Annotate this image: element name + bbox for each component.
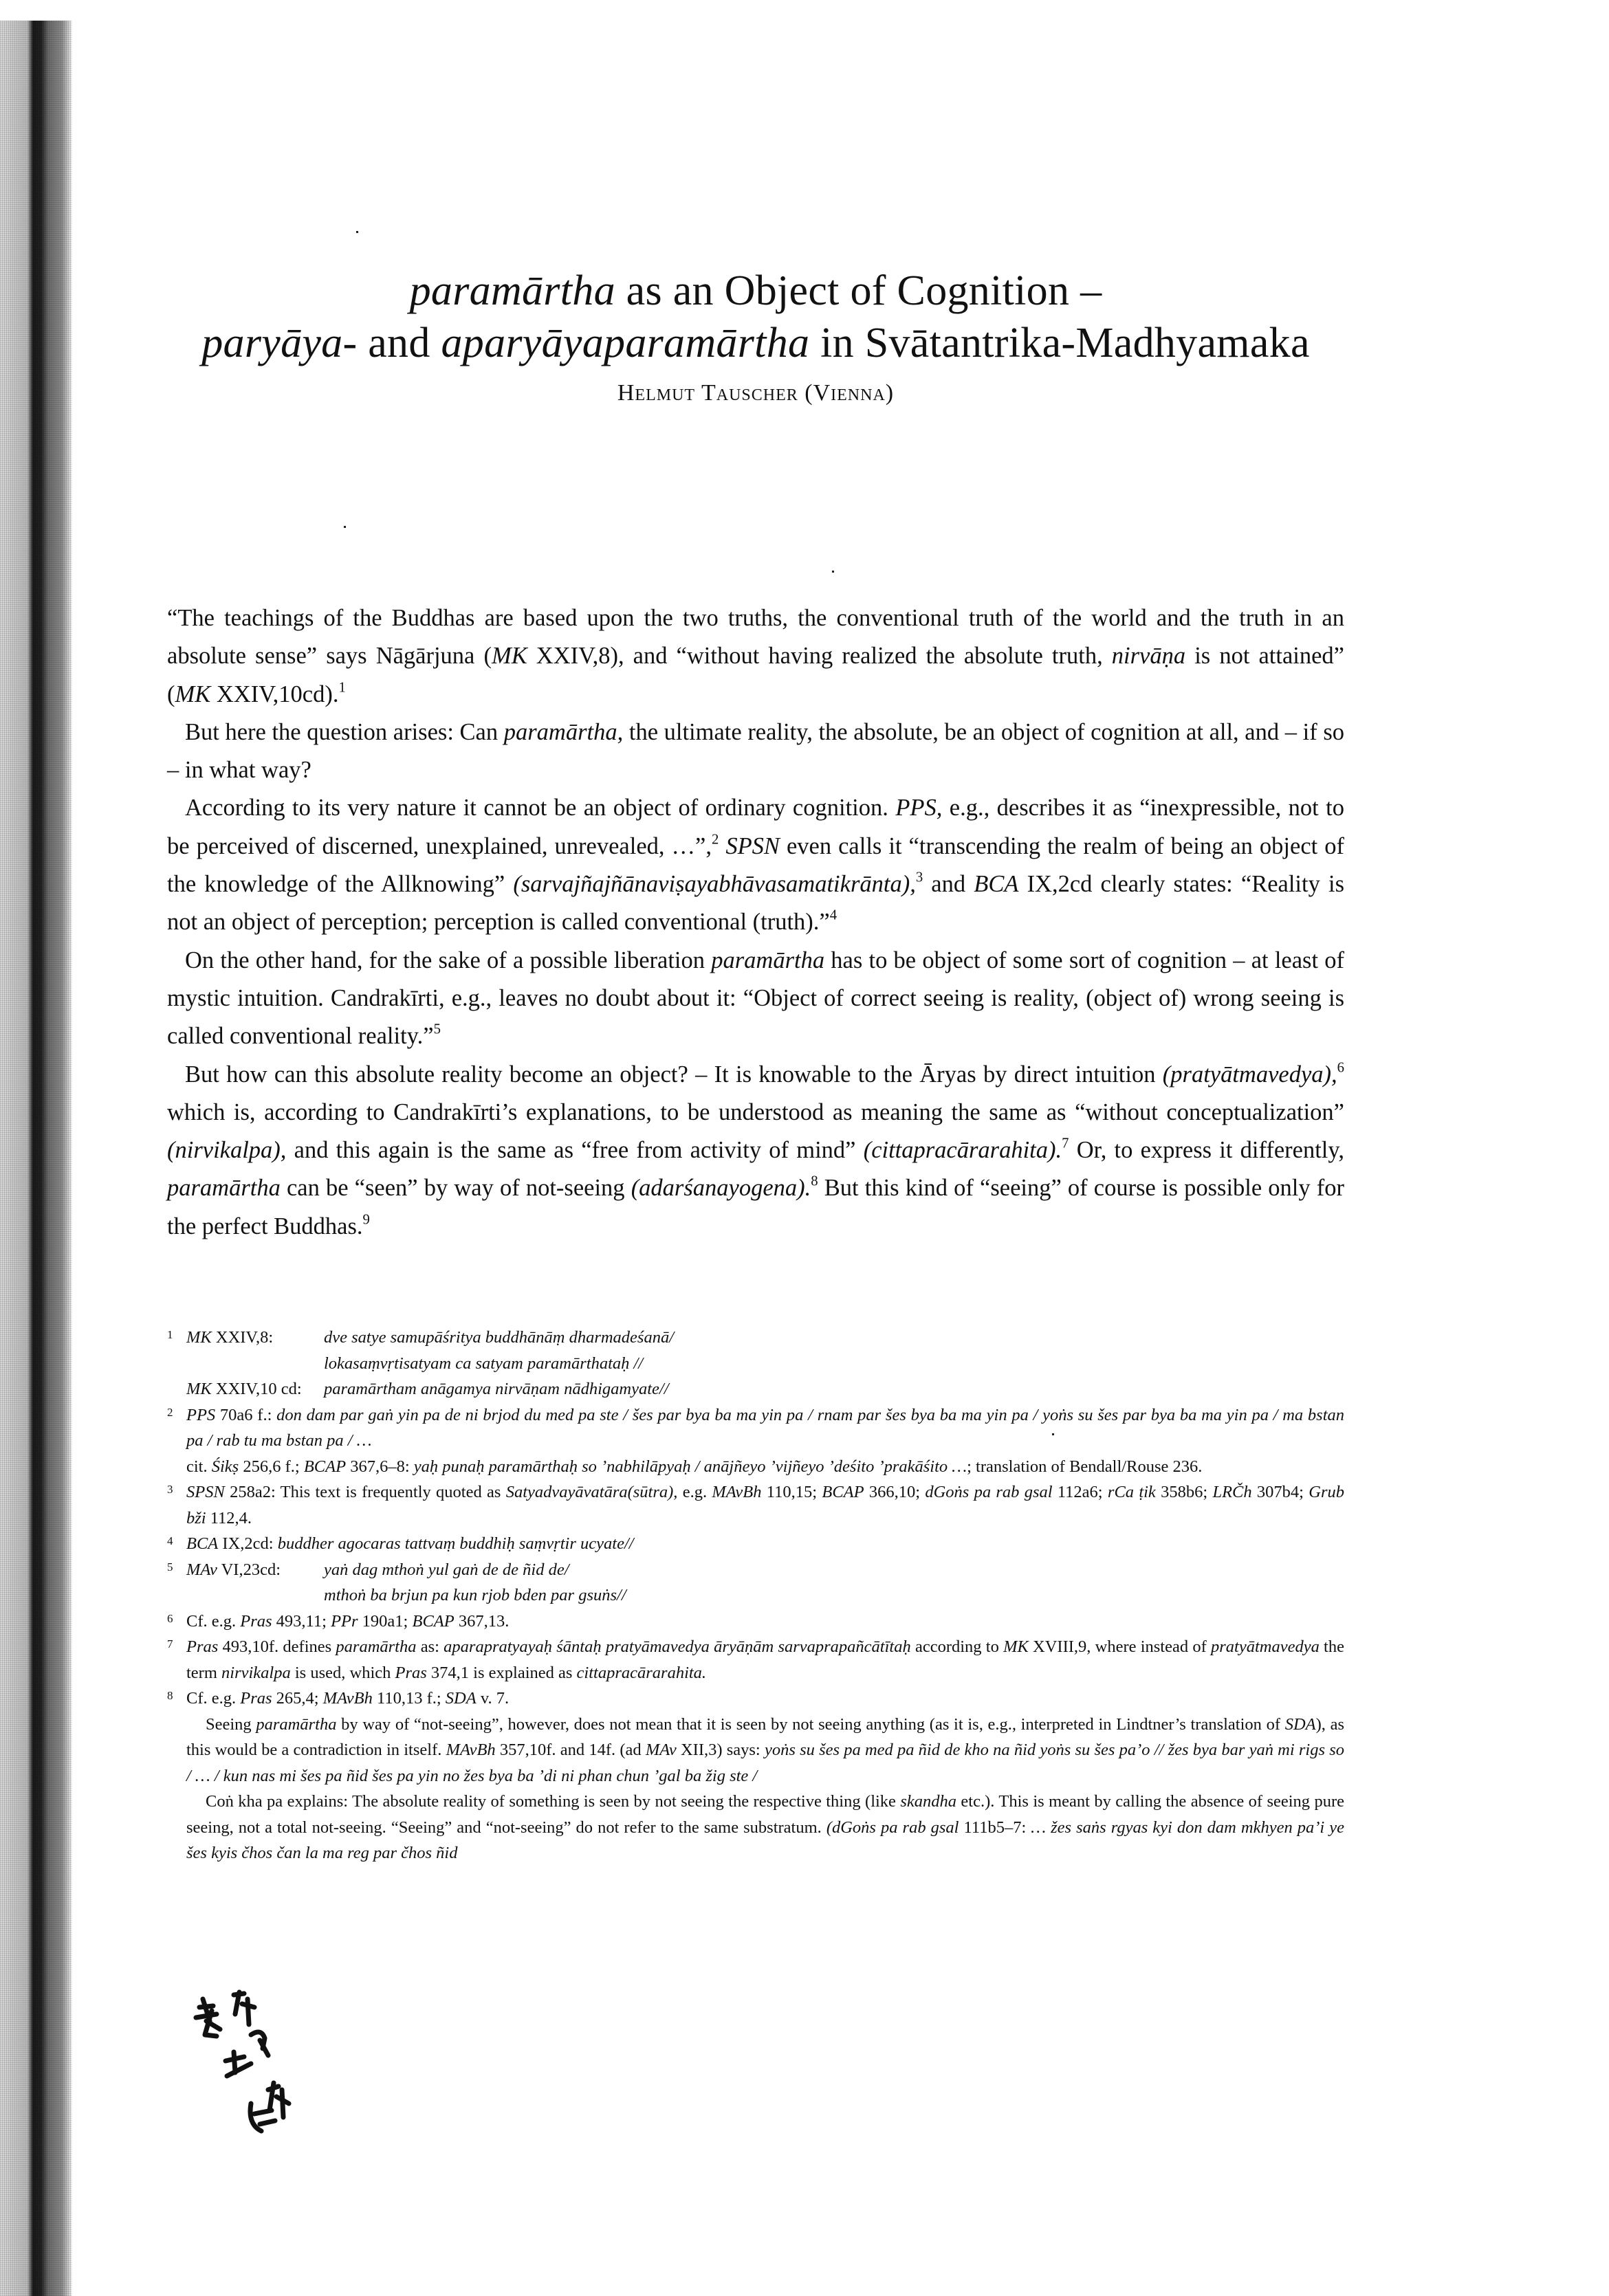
italic-text: PPS: [186, 1405, 216, 1424]
italic-text: paramārtha: [409, 267, 615, 314]
italic-text: paramārtha: [167, 1175, 281, 1202]
italic-text: BCAP: [412, 1611, 455, 1631]
text-run: 258a2: This text is frequently quoted as: [224, 1483, 506, 1501]
text-run: Cf. e.g.: [186, 1611, 241, 1631]
text-run: But how can this absolute reality become an object? – It is knowable to the Āryas by direct intuition: [185, 1061, 1163, 1088]
text-run: But here the question arises: Can: [185, 718, 504, 745]
footnote-number: 7: [167, 1637, 173, 1651]
italic-text: (nirvikalpa),: [167, 1137, 287, 1164]
footnote-paragraph: [186, 1789, 1344, 1866]
footnote-8: [167, 1686, 1344, 1866]
italic-text: dve satye samupāśritya buddhānāṃ dharmadeśanā/: [324, 1328, 675, 1347]
italic-text: (adarśanayogena).: [631, 1175, 811, 1202]
article-title: [167, 265, 1344, 369]
italic-text: nirvikalpa: [221, 1663, 291, 1682]
text-run: XXIV,8), and “without having realized the absolute truth,: [527, 643, 1112, 670]
footnote-number: 4: [167, 1534, 173, 1547]
text-run: 70a6 f.:: [215, 1405, 277, 1424]
italic-text: Satyadvayāvatāra(sūtra),: [505, 1483, 678, 1501]
text-run: cit.: [186, 1457, 212, 1476]
text-run: According to its very nature it cannot be an object of ordinary cognition.: [185, 795, 896, 821]
text-run: the ultimate reality, the absolute, be an object of cognition at all, and – if so – in what way?: [167, 718, 1345, 784]
italic-text: Grub bži: [186, 1483, 1344, 1527]
footnote-number: 8: [167, 1689, 173, 1702]
italic-text: SDA: [445, 1689, 477, 1708]
handwritten-annotation: [186, 1987, 364, 2165]
scan-speck: [832, 571, 834, 573]
scan-speck: [344, 526, 346, 528]
text-run: Seeing: [206, 1714, 256, 1734]
italic-text: Pras: [186, 1637, 219, 1656]
italic-text: rCa ṭik: [1107, 1483, 1156, 1501]
text-run: ), as this would be a contradiction in itself.: [186, 1714, 1344, 1759]
footnote-4: [167, 1531, 1344, 1557]
text-run: e.g.: [677, 1483, 712, 1501]
italic-text: MK: [1003, 1637, 1029, 1656]
text-run: which is, according to Candrakīrti’s explanations, to be understood as meaning the same as “without conceptualization”: [167, 1099, 1344, 1125]
footnote-reference[interactable]: 7: [1062, 1136, 1069, 1151]
footnote-3: [167, 1479, 1344, 1531]
text-run: Or, to express it differently,: [1069, 1137, 1344, 1164]
footnote-number: 2: [167, 1405, 173, 1419]
body-paragraph: [167, 1056, 1344, 1246]
text-run: On the other hand, for the sake of a possible liberation: [185, 947, 712, 973]
footnote-verse-text: [324, 1325, 674, 1351]
text-run: Coṅ kha pa explains: The absolute reality of something is seen by not seeing the respective thing (like: [206, 1792, 901, 1811]
footnote-text: [186, 1402, 1344, 1454]
italic-text: BCAP: [303, 1457, 347, 1476]
italic-text: MAvBh: [712, 1483, 762, 1501]
footnote-number: 1: [167, 1328, 173, 1341]
italic-text: MK: [186, 1328, 212, 1347]
text-run: XXIV,10cd).: [210, 681, 339, 707]
footnote-number: 6: [167, 1611, 173, 1625]
italic-text: mthoṅ ba brjun pa kun rjob bden par gsuṅs//: [324, 1586, 626, 1604]
footnote-verse-text: [324, 1351, 643, 1377]
scan-speck: [1052, 1433, 1054, 1435]
italic-text: Pras: [240, 1689, 272, 1708]
footnote-number: 3: [167, 1483, 173, 1496]
footnote-reference[interactable]: 4: [829, 907, 838, 923]
text-run: ; translation of Bendall/Rouse 236.: [967, 1457, 1203, 1476]
italic-text: yoṅs su šes pa med pa ñid de kho na ñid yoṅs su šes pa’o // žes bya bar yaṅ mi rigs so / … / kun nas mi šes pa ñid šes pa yin no žes bya ba ’di ni phan chun ’gal ba žig ste /: [186, 1741, 1344, 1785]
footnote-text: [186, 1454, 1344, 1480]
italic-text: PPr: [331, 1611, 358, 1631]
italic-text: LRČh: [1212, 1483, 1252, 1501]
footnote-text: [186, 1634, 1344, 1686]
footnote-5: [167, 1557, 1344, 1609]
title-line-2: [167, 317, 1344, 369]
text-run: XII,3) says:: [676, 1741, 765, 1759]
italic-text: yaṅ dag mthoṅ yul gaṅ de de ñid de/: [324, 1560, 569, 1579]
italic-text: Pras: [395, 1663, 427, 1682]
italic-text: BCA: [186, 1534, 219, 1553]
footnote-verse-row: [186, 1325, 1344, 1351]
italic-text: paramārtha: [711, 947, 825, 973]
italic-text: nirvāṇa: [1111, 643, 1186, 670]
footnote-verse-row: [186, 1557, 1344, 1583]
footnote-text: [186, 1686, 1344, 1712]
text-run: 112a6;: [1052, 1483, 1108, 1501]
text-run: [719, 833, 725, 859]
body-paragraph: [167, 942, 1344, 1056]
italic-text: (cittapracārarahita).: [863, 1137, 1062, 1164]
text-run: and: [923, 871, 974, 898]
body-paragraph: [167, 599, 1344, 714]
italic-text: paramārtha: [336, 1637, 417, 1656]
footnote-reference[interactable]: 5: [433, 1022, 441, 1037]
italic-text: MAv: [186, 1560, 217, 1579]
text-run: 367,13.: [454, 1611, 510, 1631]
text-run: 358b6;: [1155, 1483, 1213, 1501]
footnote-reference[interactable]: 3: [915, 870, 923, 885]
body-paragraph: [167, 714, 1344, 790]
italic-text: cittapracārarahita.: [576, 1663, 707, 1682]
text-run: 111b5–7:: [959, 1818, 1031, 1837]
italic-text: SPSN: [725, 832, 780, 859]
text-run: 367,6–8:: [346, 1457, 414, 1476]
text-run: Cf. e.g.: [186, 1689, 241, 1708]
text-run: 112,4.: [206, 1508, 252, 1527]
text-run: as an Object of Cognition –: [615, 267, 1102, 314]
italic-text: paramārtham anāgamya nirvāṇam nādhigamyate//: [324, 1380, 669, 1398]
text-run: 366,10;: [864, 1483, 926, 1501]
text-run: by way of “not-seeing”, however, does not mean that it is seen by not seeing anything (as it is, e.g., interpreted in Lindtner’s translation of: [336, 1714, 1285, 1734]
author-byline: Helmut Tauscher (Vienna): [617, 380, 895, 406]
text-run: can be “seen” by way of not-seeing: [280, 1175, 631, 1202]
italic-text: paramārtha,: [503, 718, 624, 745]
italic-text: SDA: [1284, 1714, 1316, 1734]
text-run: 190a1;: [358, 1611, 413, 1631]
italic-text: MK: [186, 1380, 212, 1398]
text-run: But this kind of “seeing” of course is possible only for the perfect Buddhas.: [167, 1175, 1345, 1239]
italic-text: Pras: [240, 1611, 272, 1631]
footnote-source-label: [186, 1325, 324, 1351]
italic-text: paryāya-: [201, 320, 358, 366]
italic-text: aparapratyayaḥ śāntaḥ pratyāmavedya āryāṇām sarvaprapañcātītaḥ: [444, 1637, 911, 1656]
footnote-source-label: [186, 1557, 324, 1583]
italic-text: yaḥ punaḥ paramārthaḥ so ’nabhilāpyaḥ / anājñeyo ’vijñeyo ’deśito ’prakāśito …: [413, 1457, 967, 1476]
footnote-7: [167, 1634, 1344, 1686]
text-run: XXIV,10 cd:: [211, 1380, 302, 1398]
text-run: has to be object of some sort of cognition – at least of mystic intuition. Candrakīrti, e.g., leaves no doubt about it: “Object of correct seeing is reality, (object of) wrong seeing is called conventional reality.”: [167, 947, 1344, 1050]
italic-text: MAvBh: [446, 1741, 496, 1759]
footnote-reference[interactable]: 9: [362, 1212, 370, 1228]
scan-binding-shadow: [0, 21, 72, 2296]
footnote-verse-text: [324, 1557, 569, 1583]
italic-text: paramārtha: [256, 1714, 337, 1734]
footnotes: [167, 1325, 1344, 1866]
footnote-reference[interactable]: 1: [338, 680, 346, 696]
text-run: and: [357, 320, 441, 366]
text-run: IX,2cd clearly states: “Reality is not an object of perception; perception is called conventional (truth).”: [167, 871, 1345, 936]
title-line-1: [167, 265, 1344, 317]
text-run: 357,10f. and 14f. (ad: [495, 1741, 646, 1759]
footnote-1: [167, 1325, 1344, 1402]
body-text: [167, 599, 1344, 1246]
text-run: XVIII,9, where instead of: [1028, 1637, 1211, 1656]
italic-text: MK: [491, 643, 527, 670]
italic-text: buddher agocaras tattvaṃ buddhiḥ saṃvṛtir ucyate//: [277, 1534, 634, 1553]
scan-speck: [356, 231, 358, 233]
italic-text: Śikṣ: [211, 1457, 239, 1476]
italic-text: aparyāyaparamārtha: [441, 320, 810, 366]
text-run: in Svātantrika-Madhyamaka: [809, 320, 1310, 366]
text-run: v. 7.: [476, 1689, 510, 1708]
text-run: etc.). This is meant by calling the absence of seeing pure seeing, not a total not-seeing. “Seeing” and “not-seeing” do not refer to the same substratum.: [186, 1792, 1344, 1837]
footnote-text: [186, 1609, 1344, 1635]
text-run: is not attained” (: [167, 643, 1344, 707]
footnote-verse-row: [186, 1582, 1344, 1609]
footnote-verse-row: [186, 1376, 1344, 1402]
italic-text: MAvBh: [322, 1689, 373, 1708]
footnote-text: [186, 1531, 1344, 1557]
text-run: is used, which: [290, 1663, 395, 1682]
text-run: and this again is the same as “free from activity of mind”: [286, 1137, 864, 1164]
footnote-reference[interactable]: 2: [711, 832, 719, 848]
italic-text: BCA: [974, 871, 1019, 898]
text-run: “The teachings of the Buddhas are based upon the two truths, the conventional truth of the world and the truth in an absolute sense” says Nāgārjuna (: [167, 605, 1344, 670]
italic-text: skandha: [900, 1792, 957, 1811]
text-run: 493,11;: [272, 1611, 331, 1631]
italic-text: SPSN: [186, 1483, 225, 1501]
footnote-6: [167, 1609, 1344, 1635]
italic-text: don dam par gaṅ yin pa de ni brjod du med pa ste / šes par bya ba ma yin pa / rnam par šes bya ba ma yin pa / yoṅs su šes par bya ba ma yin pa / ma bstan pa / rab tu ma bstan pa / …: [186, 1405, 1344, 1450]
italic-text: … žes saṅs rgyas kyi don dam mkhyen pa’i ye šes kyis čhos čan la ma reg par čhos ñid: [186, 1818, 1345, 1862]
footnote-source-label: [186, 1376, 324, 1402]
text-run: 374,1 is explained as: [426, 1663, 577, 1682]
text-run: IX,2cd:: [218, 1534, 278, 1553]
italic-text: lokasaṃvṛtisatyam ca satyam paramārthataḥ //: [324, 1354, 644, 1373]
footnote-paragraph: [186, 1712, 1344, 1789]
italic-text: dGoṅs pa rab gsal: [925, 1483, 1053, 1501]
italic-text: BCAP: [822, 1483, 864, 1501]
italic-text: (sarvajñajñānaviṣayabhāvasamatikrānta),: [513, 871, 916, 898]
text-run: VI,23cd:: [217, 1560, 281, 1579]
italic-text: MK: [175, 681, 211, 707]
italic-text: (dGoṅs pa rab gsal: [826, 1818, 959, 1837]
italic-text: PPS,: [895, 795, 943, 821]
footnote-reference[interactable]: 8: [811, 1173, 818, 1189]
text-run: 265,4;: [272, 1689, 323, 1708]
text-run: even calls it “transcending the realm of being an object of the knowledge of the Allknowing”: [167, 832, 1344, 898]
italic-text: (pratyātmavedya),: [1162, 1061, 1337, 1088]
footnote-source-label: [186, 1582, 324, 1609]
text-run: as:: [416, 1637, 444, 1656]
italic-text: MAv: [645, 1741, 677, 1759]
body-paragraph: [167, 789, 1344, 941]
text-run: e.g., describes it as “inexpressible, not to be perceived of discerned, unexplained, unrevealed, …”,: [167, 795, 1344, 859]
text-run: 110,15;: [761, 1483, 822, 1501]
text-run: 493,10f. defines: [218, 1637, 336, 1656]
text-run: XXIV,8:: [211, 1328, 274, 1347]
footnote-reference[interactable]: 6: [1337, 1060, 1344, 1076]
footnote-verse-text: [324, 1582, 626, 1609]
text-run: 307b4;: [1251, 1483, 1309, 1501]
footnote-verse-text: [324, 1376, 669, 1402]
footnote-2: [167, 1402, 1344, 1480]
italic-text: pratyātmavedya: [1210, 1637, 1320, 1656]
footnote-text: [186, 1479, 1344, 1531]
text-run: the term: [186, 1637, 1344, 1682]
text-run: 110,13 f.;: [372, 1689, 446, 1708]
text-run: according to: [910, 1637, 1004, 1656]
footnote-source-label: [186, 1351, 324, 1377]
text-run: 256,6 f.;: [239, 1457, 304, 1476]
footnote-verse-row: [186, 1351, 1344, 1377]
footnote-number: 5: [167, 1560, 173, 1574]
